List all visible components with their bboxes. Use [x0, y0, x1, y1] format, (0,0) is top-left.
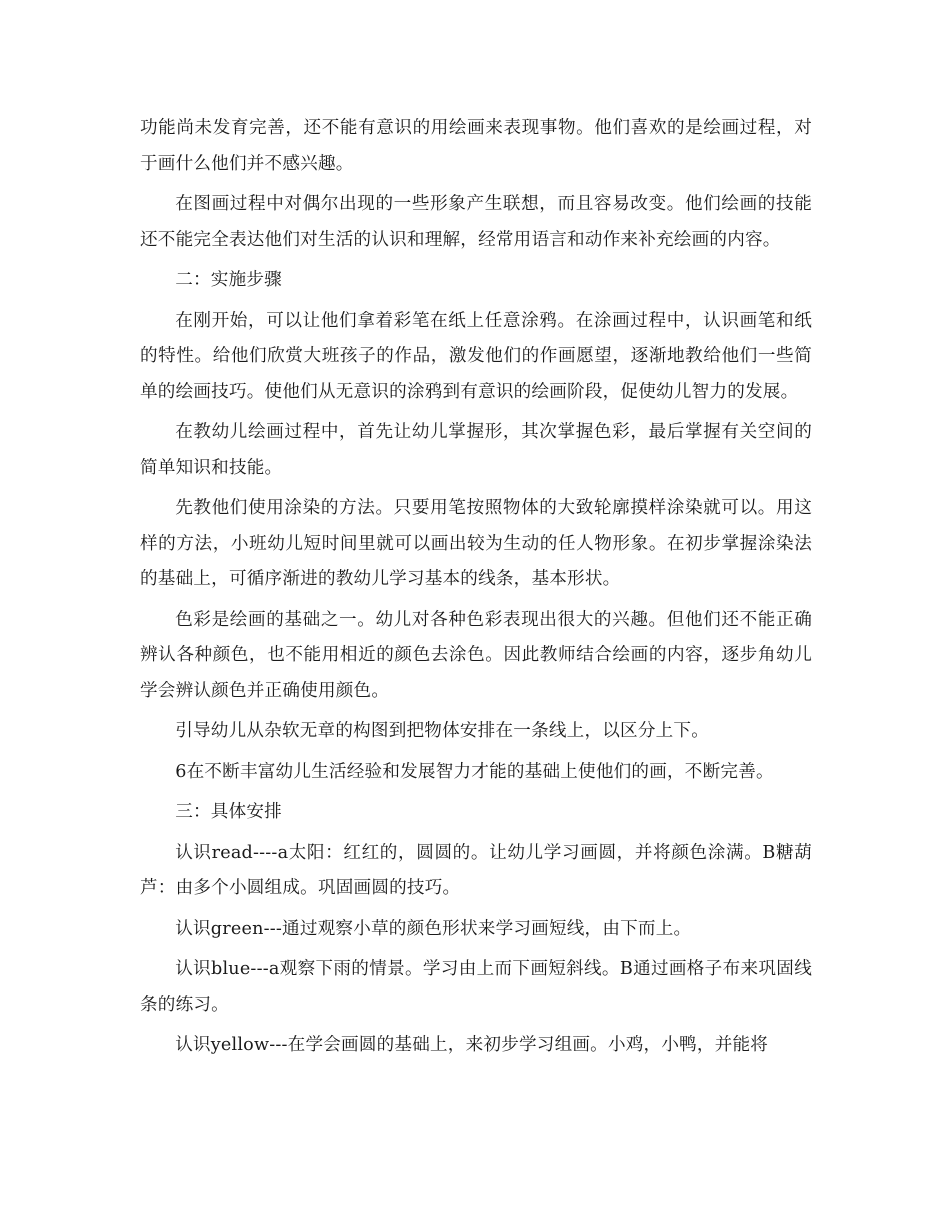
paragraph-continuation: 功能尚未发育完善，还不能有意识的用绘画来表现事物。他们喜欢的是绘画过程，对于画什么他们并不感兴趣。 [140, 118, 812, 174]
paragraph: 认识read----a太阳：红红的，圆圆的。让幼儿学习画圆，并将颜色涂满。B糖葫芦：由多个小圆组成。巩固画圆的技巧。 [140, 842, 812, 898]
paragraph: 先教他们使用涂染的方法。只要用笔按照物体的大致轮廓摸样涂染就可以。用这样的方法，小班幼儿短时间里就可以画出较为生动的任人物形象。在初步掌握涂染法的基础上，可循序渐进的教幼儿学习基本的线条，基本形状。 [140, 498, 812, 589]
paragraph: 色彩是绘画的基础之一。幼儿对各种色彩表现出很大的兴趣。但他们还不能正确辨认各种颜色，也不能用相近的颜色去涂色。因此教师结合绘画的内容，逐步角幼儿学会辨认颜色并正确使用颜色。 [140, 609, 812, 701]
document-body [140, 111, 812, 1069]
section-heading: 三：具体安排 [175, 802, 282, 822]
paragraph: 认识blue---a观察下雨的情景。学习由上而下画短斜线。B通过画格子布来巩固线条的练习。 [140, 959, 812, 1015]
paragraph: 引导幼儿从杂软无章的构图到把物体安排在一条线上，以区分上下。 [175, 721, 710, 741]
paragraph: 在刚开始，可以让他们拿着彩笔在纸上任意涂鸦。在涂画过程中，认识画笔和纸的特性。给他们欣赏大班孩子的作品，激发他们的作画愿望，逐渐地教给他们一些简单的绘画技巧。使他们从无意识的涂鸦到有意识的绘画阶段，促使幼儿智力的发展。 [140, 310, 812, 402]
paragraph: 认识green---通过观察小草的颜色形状来学习画短线，由下而上。 [175, 918, 692, 939]
section-heading: 二：实施步骤 [175, 270, 282, 290]
paragraph: 6在不断丰富幼儿生活经验和发展智力才能的基础上使他们的画，不断完善。 [175, 761, 774, 782]
paragraph: 在图画过程中对偶尔出现的一些形象产生联想，而且容易改变。他们绘画的技能还不能完全表达他们对生活的认识和理解，经常用语言和动作来补充绘画的内容。 [140, 194, 812, 250]
paragraph: 在教幼儿绘画过程中，首先让幼儿掌握形，其次掌握色彩，最后掌握有关空间的简单知识和技能。 [140, 422, 812, 478]
paragraph: 认识yellow---在学会画圆的基础上，来初步学习组画。小鸡，小鸭，并能将 [175, 1035, 769, 1055]
